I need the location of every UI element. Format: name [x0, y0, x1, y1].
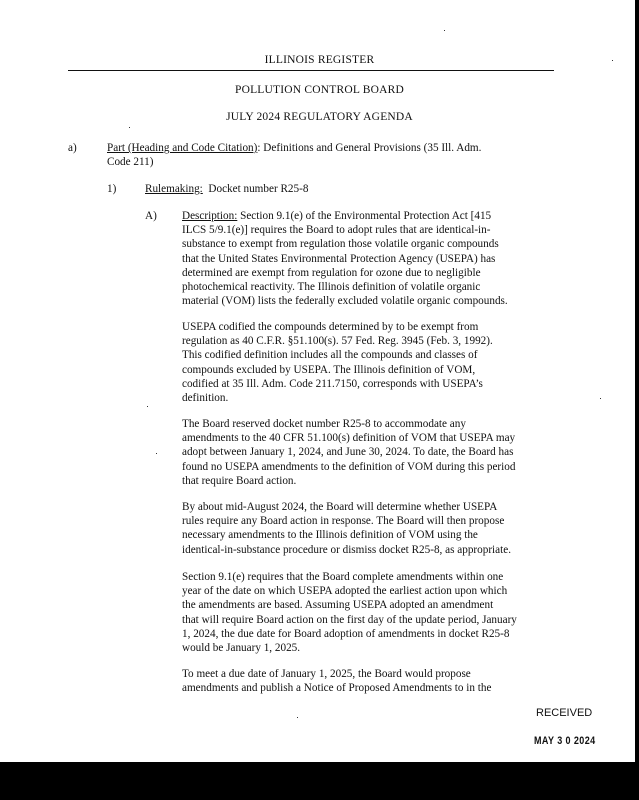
header-rule: [68, 70, 554, 71]
description-label: Description:: [182, 210, 238, 222]
scan-speck: [600, 398, 601, 399]
scan-speck: [612, 60, 613, 61]
item-A-label: A): [145, 210, 157, 222]
paragraph-due-date: To meet a due date of January 1, 2025, the Board would propose amendments and publish a Notice of Proposed Amendments to in the: [182, 668, 492, 695]
docket-number: Docket number R25-8: [208, 183, 309, 195]
agenda-title: JULY 2024 REGULATORY AGENDA: [226, 111, 413, 123]
scan-speck: [297, 717, 298, 718]
rulemaking-line: [145, 182, 308, 196]
scan-speck: [129, 127, 130, 128]
section-a-label: a): [68, 142, 77, 154]
paragraph-usepa-codified: USEPA codified the compounds determined by to be exempt from regulation as 40 C.F.R. §51.100(s). 57 Fed. Reg. 3945 (Feb. 3, 1992). This codified definition includes all the compounds and classes of compounds excluded by USEPA. The Illinois definition of VOM, codified at 35 Ill. Adm. Code 211.7150, corresponds with USEPA’s definition.: [182, 321, 493, 405]
board-title: POLLUTION CONTROL BOARD: [234, 84, 404, 96]
section-a-heading: [107, 141, 547, 155]
scan-edge-right: [635, 0, 639, 762]
paragraph-docket-reserved: The Board reserved docket number R25-8 to accommodate any amendments to the 40 CFR 51.100(s) definition of VOM that USEPA may adopt between January 1, 2024, and June 30, 2024. To date, the Board has found no USEPA amendments to the definition of VOM during this period that require Board action.: [182, 418, 516, 487]
rulemaking-label: Rulemaking:: [145, 183, 203, 195]
heading-citation-text: : Definitions and General Provisions (35 Ill. Adm.: [257, 142, 482, 154]
scan-speck: [156, 453, 157, 454]
scan-speck: [147, 406, 148, 407]
received-stamp: RECEIVED: [536, 707, 593, 719]
item-1-label: 1): [107, 183, 117, 195]
paragraph-section-9-1e: Section 9.1(e) requires that the Board complete amendments within one year of the date on which USEPA adopted the earliest action upon which the amendments are based. Assuming USEPA adopted an amendment that will require Board action on the first day of the update period, January 1, 2024, the due date for Board adoption of amendments in docket R25-8 would be January 1, 2025.: [182, 571, 517, 655]
heading-citation-label: Part (Heading and Code Citation): [107, 142, 258, 154]
scan-edge-bottom: [0, 762, 639, 800]
description-paragraph: Description: Section 9.1(e) of the Environmental Protection Act [415 ILCS 5/9.1(e)] requires the Board to adopt rules that are identical-in- substance to exempt from regulation those volatile organic compounds that the United States Environmental Protection Agency (USEPA) has determined are exempt from regulation for ozone due to negligible photochemical reactivity. The Illinois definition of volatile organic material (VOM) lists the federally excluded volatile organic compounds.: [182, 210, 508, 308]
paragraph-mid-august: By about mid-August 2024, the Board will determine whether USEPA rules require any Board action in response. The Board will then propose necessary amendments to the Illinois definition of VOM using the identical-in-substance procedure or dismiss docket R25-8, as appropriate.: [182, 501, 511, 556]
register-title: ILLINOIS REGISTER: [264, 54, 375, 66]
section-a-heading-cont: Code 211): [107, 156, 154, 168]
received-date-stamp: MAY 3 0 2024: [534, 735, 596, 747]
scan-speck: [444, 30, 445, 31]
